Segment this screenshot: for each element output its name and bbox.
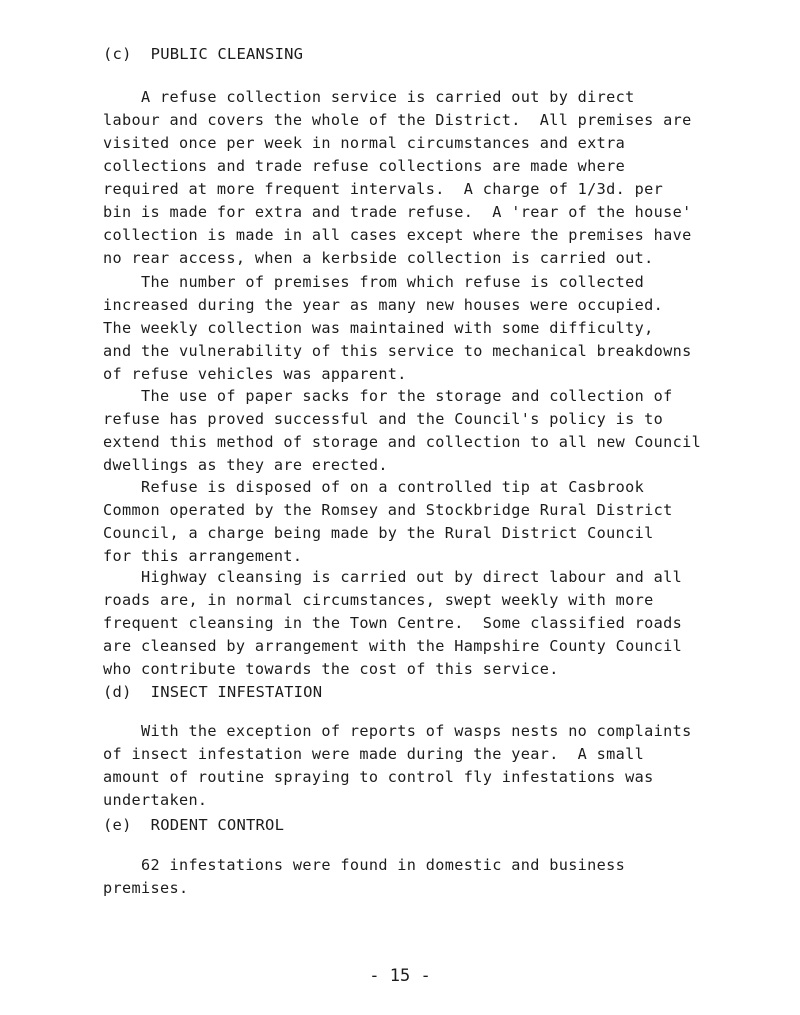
text-line: who contribute towards the cost of this service.	[103, 660, 559, 678]
text-line: undertaken.	[103, 791, 208, 809]
text-line: A refuse collection service is carried out by direct	[103, 88, 635, 106]
text-line: refuse has proved successful and the Council's policy is to	[103, 410, 664, 428]
text-line: premises.	[103, 879, 189, 897]
text-line: The number of premises from which refuse is collected	[103, 273, 645, 291]
page-number: - 15 -	[369, 966, 431, 986]
paragraph-premises-increase	[103, 271, 763, 386]
text-line: required at more frequent intervals. A charge of 1/3d. per	[103, 180, 664, 198]
text-line: collections and trade refuse collections are made where	[103, 157, 626, 175]
text-line: Common operated by the Romsey and Stockbridge Rural District	[103, 501, 673, 519]
text-line: The use of paper sacks for the storage and collection of	[103, 387, 673, 405]
text-line: of insect infestation were made during the year. A small	[103, 745, 645, 763]
text-line: no rear access, when a kerbside collection is carried out.	[103, 249, 654, 267]
section-heading-public-cleansing: (c) PUBLIC CLEANSING	[103, 45, 304, 63]
text-line: bin is made for extra and trade refuse. A 'rear of the house'	[103, 203, 692, 221]
text-line: collection is made in all cases except where the premises have	[103, 226, 692, 244]
text-line: for this arrangement.	[103, 547, 303, 565]
text-line: roads are, in normal circumstances, swept weekly with more	[103, 591, 654, 609]
text-line: extend this method of storage and collection to all new Council	[103, 433, 702, 451]
section-heading-insect-infestation: (d) INSECT INFESTATION	[103, 683, 323, 701]
text-line: labour and covers the whole of the District. All premises are	[103, 111, 692, 129]
paragraph-refuse-collection	[103, 86, 763, 270]
paragraph-refuse-disposal	[103, 476, 763, 568]
text-line: are cleansed by arrangement with the Hampshire County Council	[103, 637, 683, 655]
text-line: The weekly collection was maintained with some difficulty,	[103, 319, 654, 337]
text-line: Highway cleansing is carried out by direct labour and all	[103, 568, 683, 586]
text-line: Council, a charge being made by the Rural District Council	[103, 524, 654, 542]
paragraph-insect-infestation	[103, 720, 763, 812]
text-line: With the exception of reports of wasps nests no complaints	[103, 722, 692, 740]
paragraph-highway-cleansing	[103, 566, 763, 681]
paragraph-paper-sacks	[103, 385, 763, 477]
text-line: amount of routine spraying to control fly infestations was	[103, 768, 654, 786]
text-line: dwellings as they are erected.	[103, 456, 388, 474]
text-line: Refuse is disposed of on a controlled tip at Casbrook	[103, 478, 645, 496]
text-line: 62 infestations were found in domestic and business	[103, 856, 626, 874]
text-line: frequent cleansing in the Town Centre. Some classified roads	[103, 614, 683, 632]
text-line: and the vulnerability of this service to mechanical breakdowns	[103, 342, 692, 360]
text-line: visited once per week in normal circumstances and extra	[103, 134, 626, 152]
paragraph-rodent-control	[103, 854, 763, 900]
text-line: of refuse vehicles was apparent.	[103, 365, 407, 383]
text-line: increased during the year as many new houses were occupied.	[103, 296, 664, 314]
section-heading-rodent-control: (e) RODENT CONTROL	[103, 816, 285, 834]
